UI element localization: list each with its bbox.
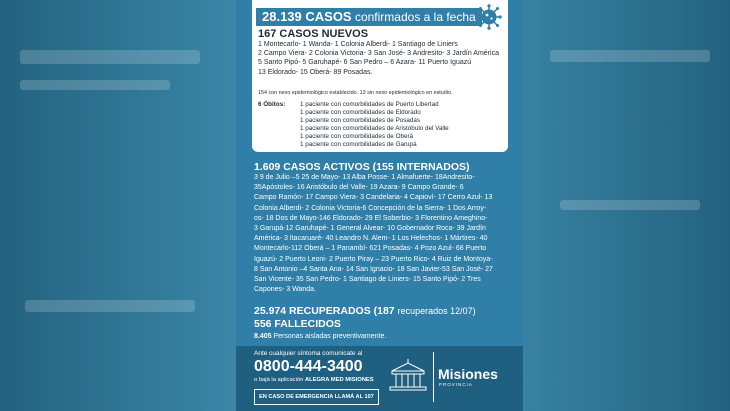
isolated-line xyxy=(254,333,386,340)
new-cases-title: 167 CASOS NUEVOS xyxy=(258,28,369,40)
deaths-list xyxy=(258,101,508,148)
recovered-count: 25.974 RECUPERADOS (187 xyxy=(254,305,395,317)
confirmed-cases-headline xyxy=(256,8,482,26)
active-cases-line: San Vicente- 35 San Pedro- 1 Santiago de Liniers- 15 Santo Pipó- 2 Tres xyxy=(254,276,481,284)
new-cases-line: 2 Campo Viera- 2 Colonia Victoria- 3 San José- 3 Andresito- 3 Jardín América xyxy=(258,50,499,58)
recovered-line xyxy=(254,305,476,317)
active-cases-line: Montecarlo-112 Oberá – 1 Panambí- 621 Posadas- 4 Pozo Azul- 68 Puerto xyxy=(254,245,487,253)
footer-divider xyxy=(433,352,434,402)
brand-subtitle: PROVINCIA xyxy=(439,382,473,387)
hotline-number: 0800-444-3400 xyxy=(254,358,363,375)
death-entry: 1 paciente con comorbilidades de Puerto Libertad xyxy=(300,101,439,108)
background-blur-block xyxy=(20,50,200,64)
active-cases-line: 8 San Antonio –4 Santa Ana- 14 San Ignacio- 18 San Javier-53 San José- 27 xyxy=(254,265,493,273)
background-blur-block xyxy=(560,200,700,210)
contact-footer xyxy=(236,346,523,411)
death-entry: 1 paciente con comorbilidades de Garupá xyxy=(300,140,417,148)
death-entry: 1 paciente con comorbilidades de Eldorado xyxy=(300,108,421,116)
death-line xyxy=(258,109,508,117)
new-cases-line: 5 Santo Pipó- 5 Garuhapé- 6 San Pedro – 6 Azara- 11 Puerto Iguazú xyxy=(258,59,472,67)
confirmed-count: 28.139 CASOS xyxy=(262,9,352,24)
active-cases-line: 35Apóstoles- 16 Aristóbulo del Valle- 19 Azara- 9 Campo Grande- 6 xyxy=(254,184,464,192)
app-prefix: o bajá la aplicación xyxy=(254,377,304,383)
death-line xyxy=(258,125,508,133)
deceased-total: 556 FALLECIDOS xyxy=(254,318,341,330)
death-line xyxy=(258,117,508,125)
active-cases-line: 3 Garupá-12 Garuhapé- 1 General Alvear- 10 Gobernador Roca- 39 Jardín xyxy=(254,225,486,233)
symptoms-notice: Ante cualquier síntoma comunicate al xyxy=(254,350,363,357)
isolated-text: Personas aisladas preventivamente. xyxy=(273,333,387,340)
active-cases-list xyxy=(254,173,516,295)
death-entry: 1 paciente con comorbilidades de Oberá xyxy=(300,132,414,140)
active-cases-line: Capones- 3 Wanda. xyxy=(254,286,316,294)
background-blur-block xyxy=(550,50,710,62)
app-download-line xyxy=(254,377,374,383)
death-entry: 1 paciente con comorbilidades de Aristóbulo del Valle xyxy=(300,124,449,132)
brand-name: Misiones xyxy=(438,366,498,382)
government-building-icon xyxy=(388,359,428,393)
death-line xyxy=(258,101,508,109)
new-cases-list xyxy=(258,40,508,77)
active-cases-line: Campo Ramón- 17 Campo Viera- 3 Candelaria- 4 Capioví- 17 Cerro Azul- 13 xyxy=(254,194,493,202)
active-cases-line: os- 18 Dos de Mayo-146 Eldorado- 29 El Soberbio- 3 Florentino Ameghino- xyxy=(254,214,488,222)
deaths-label: 6 Óbitos: xyxy=(258,101,286,108)
active-cases-line: Colonia Alberdi- 2 Colonia Victoria-6 Concepción de la Sierra- 1 Dos Arroy- xyxy=(254,204,487,212)
active-cases-line: 3 9 de Julio –5 25 de Mayo- 13 Alba Posse- 1 Almafuerte- 18Andresito- xyxy=(254,174,475,181)
new-cases-line: 13 Eldorado- 15 Oberá- 89 Posadas. xyxy=(258,68,373,76)
covid-report-card xyxy=(236,0,523,411)
death-line xyxy=(258,133,508,141)
virus-icon xyxy=(476,4,502,30)
epidemiological-link-note: 154 con nexo epidemiológico establecido. 13 sin nexo epidemiológico en estudio. xyxy=(258,90,453,96)
recovered-today: recuperados 12/07) xyxy=(397,306,476,316)
death-entry: 1 paciente con comorbilidades de Posadas xyxy=(300,116,421,124)
isolated-count: 8.405 xyxy=(254,333,272,340)
confirmed-suffix: confirmados a la fecha xyxy=(354,10,476,24)
background-blur-block xyxy=(20,80,170,90)
active-cases-line: Iguazú- 2 Puerto Leoni- 2 Puerto Piray – 23 Puerto Rico- 4 Ruiz de Montoya- xyxy=(254,255,493,263)
death-line xyxy=(258,141,508,149)
background-blur-block xyxy=(25,300,195,312)
active-cases-line: América- 3 Itacaruaré- 40 Leandro N. Alem- 1 Los Helechos- 1 Mártires- 40 xyxy=(254,235,488,243)
active-cases-title: 1.609 CASOS ACTIVOS (155 INTERNADOS) xyxy=(254,161,470,173)
app-name: ALEGRA MED MISIONES xyxy=(304,377,374,383)
emergency-box: EN CASO DE EMERGENCIA LLAMÁ AL 107 xyxy=(254,389,379,405)
new-cases-line: 1 Montecarlo- 1 Wanda- 1 Colonia Alberdi- 1 Santiago de Liniers xyxy=(258,41,458,48)
